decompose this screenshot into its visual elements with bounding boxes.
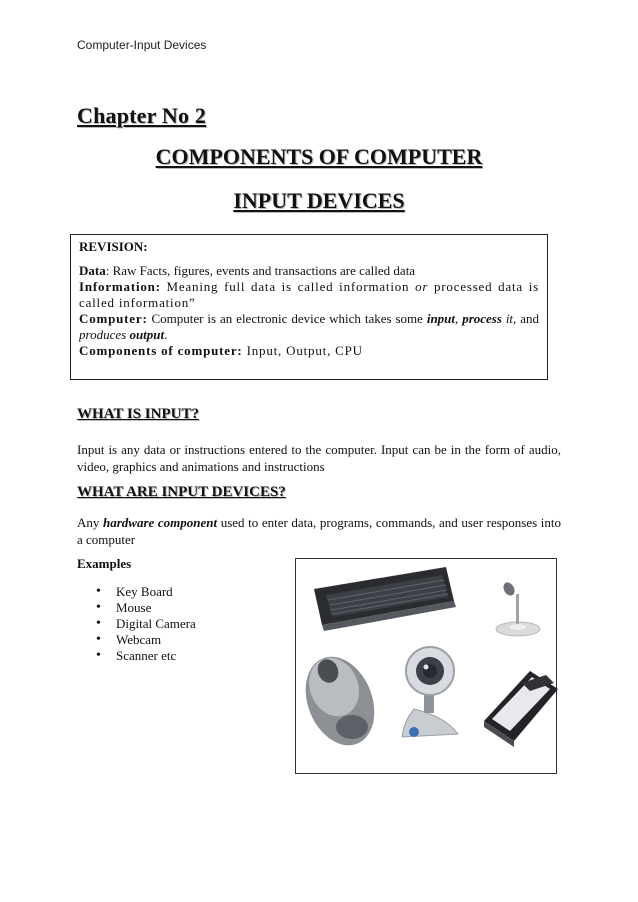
sub-heading: INPUT DEVICES <box>233 188 405 213</box>
revision-computer-line <box>79 311 539 343</box>
computer-period: . <box>164 327 168 342</box>
input-devices-text-pre: Any <box>77 515 103 530</box>
computer-comma: , <box>455 311 463 326</box>
input-devices-image <box>295 558 557 774</box>
list-item: • Digital Camera <box>96 616 196 632</box>
microphone-icon <box>496 580 540 636</box>
information-label: Information: <box>79 279 161 294</box>
what-is-input-text: Input is any data or instructions entered to the computer. Input can be in the form of audio, video, graphics and animations and instructions <box>77 442 561 474</box>
computer-input: input <box>426 311 456 326</box>
main-heading: COMPONENTS OF COMPUTER <box>155 144 483 169</box>
revision-title: REVISION: <box>79 239 148 254</box>
list-item: • Key Board <box>96 584 196 600</box>
computer-and: and <box>516 311 539 326</box>
revision-components-line <box>79 343 539 359</box>
computer-produces: produces <box>79 327 127 342</box>
scanner-icon <box>484 671 558 747</box>
information-text: Meaning full data is called information <box>160 279 416 294</box>
data-text: : Raw Facts, figures, events and transactions are called data <box>105 263 416 278</box>
computer-label: Computer: <box>79 311 148 326</box>
information-or: or <box>415 279 429 294</box>
examples-label: Examples <box>77 556 132 571</box>
what-is-input-heading: WHAT IS INPUT? <box>77 406 199 422</box>
examples-list <box>96 584 196 664</box>
data-label: Data <box>79 263 106 278</box>
mouse-icon <box>296 646 387 755</box>
input-devices-text <box>77 514 561 548</box>
keyboard-icon <box>314 567 456 631</box>
webcam-icon <box>402 647 458 737</box>
list-item: • Mouse <box>96 600 196 616</box>
information-text-2: processed data is called information” <box>79 279 539 310</box>
input-devices-text-post: used to enter data, programs, commands, and user responses into a computer <box>77 515 561 547</box>
computer-it: it, <box>501 311 517 326</box>
input-devices-heading: WHAT ARE INPUT DEVICES? <box>77 484 286 500</box>
revision-information-line <box>79 279 539 311</box>
components-text: Input, Output, CPU <box>242 343 363 358</box>
running-header: Computer-Input Devices <box>77 38 207 52</box>
computer-process: process <box>462 311 502 326</box>
chapter-title: Chapter No 2 <box>77 103 207 128</box>
revision-data-line <box>79 263 539 279</box>
computer-text: Computer is an electronic device which takes some <box>147 311 427 326</box>
hardware-component-term: hardware component <box>102 515 218 530</box>
revision-box <box>70 234 548 380</box>
list-item: • Webcam <box>96 632 196 648</box>
computer-output: output <box>129 327 165 342</box>
list-item: • Scanner etc <box>96 648 196 664</box>
components-label: Components of computer: <box>79 343 243 358</box>
